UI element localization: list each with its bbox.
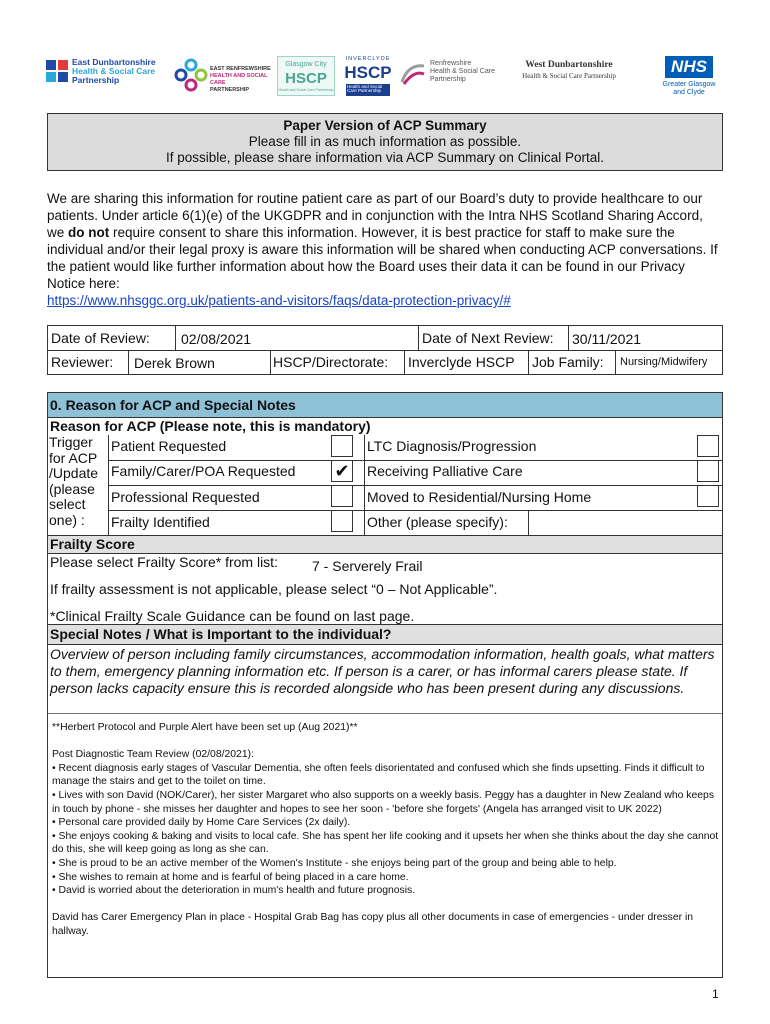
form-subtitle: Please fill in as much information as possible. [248, 134, 522, 149]
form-subtitle: If possible, please share information via ACP Summary on Clinical Portal. [166, 150, 604, 165]
checkbox-professional-requested[interactable] [331, 485, 353, 507]
logo-text: HSCP [285, 70, 327, 87]
logo-text: Partnership [72, 75, 120, 85]
job-family-field[interactable]: Nursing/Midwifery [620, 356, 708, 368]
logo-text: PARTNERSHIP [210, 87, 250, 93]
checkbox-ltc-diagnosis[interactable] [697, 435, 719, 457]
option-ltc-diagnosis: LTC Diagnosis/Progression [367, 438, 537, 454]
note-line [52, 735, 722, 749]
inverclyde-hscp-logo [343, 56, 393, 96]
note-line: • She wishes to remain at home and is fearful of being placed in a care home. [52, 871, 409, 883]
frailty-guidance-note: *Clinical Frailty Scale Guidance can be found on last page. [50, 608, 415, 624]
west-dunbartonshire-logo [508, 60, 630, 88]
logo-text: HEALTH AND SOCIAL CARE [210, 73, 268, 86]
note-line: • She enjoys cooking & baking and visits to local cafe. She has spent her life cooking and it upsets her when she thinks about the day she cannot do this, she will keep going as long as she can. [52, 830, 719, 856]
note-line [52, 898, 722, 912]
frailty-score-select[interactable]: 7 - Serverely Frail [312, 558, 423, 574]
option-patient-requested: Patient Requested [111, 438, 227, 454]
note-line: • Recent diagnosis early stages of Vascular Dementia, she often feels disorientated and confused which she finds upsetting. Finds it difficult to manage the stairs and get to the toilet on time. [52, 762, 705, 788]
trigger-label-line: one) : [49, 511, 85, 528]
nhs-ggc-logo [656, 56, 722, 104]
intro-text: We are sharing this information for routine patient care as part of our Board’s duty to provide healthcare to our patients. Under article 6(1)(e) of the UKGDPR and in conjunction with the Intra NHS Scotland Sharing Accord, we [47, 191, 703, 240]
review-details-table [47, 325, 723, 375]
east-dunbartonshire-logo [46, 56, 166, 88]
east-dunbartonshire-emblem-icon [46, 60, 68, 82]
option-frailty-identified: Frailty Identified [111, 514, 210, 530]
special-notes-instructions: Overview of person including family circumstances, accommodation information, health goals, what matters to them, emergency planning information etc. If person is a carer, or has informal carers please state. If person lacks capacity ensure this is recorded alongside who has been present during any discussions. [50, 646, 715, 696]
note-line: • Personal care provided daily by Home Care Services (2x daily). [52, 817, 351, 829]
other-specify-field[interactable] [529, 511, 722, 535]
next-review-label: Date of Next Review: [422, 330, 554, 346]
page-number: 1 [712, 987, 719, 1001]
hscp-field[interactable]: Inverclyde HSCP [408, 354, 515, 370]
logo-text: Health and Social Care Partnership [346, 84, 390, 96]
logo-text: and Clyde [673, 89, 705, 96]
note-line: • Lives with son David (NOK/Carer), her sister Margaret who also supports on a weekly basis. Peggy has a daughter in New Zealand who keeps in touch by phone - she misses her daughter and hopes to see her soon - 'before she forgets' (Angela has arranged visit to UK 2022) [52, 789, 715, 815]
east-renfrewshire-knot-icon [174, 58, 208, 92]
form-title: Paper Version of ACP Summary [283, 118, 487, 133]
logo-text: West Dunbartonshire [525, 60, 613, 70]
trigger-label [49, 435, 107, 528]
nhs-wordmark: NHS [665, 56, 713, 78]
note-line: • She is proud to be an active member of the Women's Institute - she enjoys being part of the group and being able to help. [52, 857, 617, 869]
east-renfrewshire-logo [174, 58, 274, 94]
option-moved-residential: Moved to Residential/Nursing Home [367, 489, 592, 505]
trigger-label-line: (please [49, 480, 95, 497]
checkbox-patient-requested[interactable] [331, 435, 353, 457]
logo-text: INVERCLYDE [345, 56, 391, 62]
renfrewshire-emblem-icon [400, 62, 426, 86]
glasgow-city-hscp-logo [277, 56, 335, 96]
logo-text: Health & Social Care Partnership [522, 72, 616, 80]
intro-bold: do not [68, 225, 110, 240]
option-palliative-care: Receiving Palliative Care [367, 463, 523, 479]
logo-text: Health and Social Care Partnership [278, 88, 334, 92]
trigger-label-line: for ACP [49, 449, 98, 466]
frailty-heading: Frailty Score [48, 536, 722, 553]
job-family-label: Job Family: [532, 354, 604, 370]
date-of-review-label: Date of Review: [51, 330, 150, 346]
special-notes-textarea[interactable] [48, 713, 722, 977]
reason-for-acp-section [47, 392, 723, 978]
special-notes-heading: Special Notes / What is Important to the individual? [48, 625, 722, 644]
option-professional-requested: Professional Requested [111, 489, 260, 505]
next-review-field[interactable]: 30/11/2021 [572, 331, 642, 347]
reviewer-label: Reviewer: [51, 354, 114, 370]
logo-text: Glasgow City [285, 61, 327, 68]
note-line: Post Diagnostic Team Review (02/08/2021): [52, 749, 254, 761]
hscp-label: HSCP/Directorate: [273, 354, 389, 370]
privacy-notice-link[interactable]: https://www.nhsggc.org.uk/patients-and-visitors/faqs/data-protection-privacy/# [47, 293, 511, 308]
note-line: David has Carer Emergency Plan in place - Hospital Grab Bag has copy plus all other documents in case of emergencies - under dresser in hallway. [52, 912, 694, 937]
reason-heading: Reason for ACP (Please note, this is mandatory) [50, 418, 371, 434]
form-title-box [47, 113, 723, 171]
renfrewshire-hscp-logo [400, 58, 510, 92]
date-of-review-field[interactable]: 02/08/2021 [181, 331, 252, 347]
logo-text: Health & Social Care [72, 66, 156, 76]
privacy-notice-paragraph [47, 190, 723, 309]
frailty-na-note: If frailty assessment is not applicable, please select “0 – Not Applicable”. [50, 581, 498, 597]
logo-text: Renfrewshire [430, 60, 472, 67]
option-other: Other (please specify): [367, 514, 508, 530]
intro-text: require consent to share this information. However, it is best practice for staff to make sure the individual and/or their legal proxy is aware this information will be shared when conducting ACP conversations. If the patient would like further information about how the Board uses their data it can be found in our Privacy Notice here: [47, 225, 718, 291]
checkbox-moved-residential[interactable] [697, 485, 719, 507]
section-heading: 0. Reason for ACP and Special Notes [48, 393, 722, 417]
checkbox-family-carer-poa[interactable]: ✔ [331, 460, 353, 482]
checkbox-palliative-care[interactable] [697, 460, 719, 482]
trigger-label-line: select [49, 496, 86, 512]
logo-text: Health & Social Care [430, 68, 495, 75]
logo-text: Greater Glasgow [662, 81, 716, 88]
logo-text: East Dunbartonshire [72, 57, 156, 67]
note-line: • David is worried about the deterioration in mum's health and future prognosis. [52, 885, 416, 897]
logo-text: EAST RENFREWSHIRE [210, 66, 271, 72]
frailty-prompt: Please select Frailty Score* from list: [50, 554, 278, 570]
checkbox-frailty-identified[interactable] [331, 510, 353, 532]
trigger-label-line: Trigger [49, 434, 93, 450]
reviewer-field[interactable]: Derek Brown [134, 355, 215, 371]
logo-text: HSCP [344, 63, 392, 82]
trigger-label-line: /Update [49, 465, 99, 481]
note-line: **Herbert Protocol and Purple Alert have been set up (Aug 2021)** [52, 722, 358, 733]
option-family-carer-poa: Family/Carer/POA Requested [111, 463, 296, 479]
logo-text: Partnership [430, 76, 466, 83]
